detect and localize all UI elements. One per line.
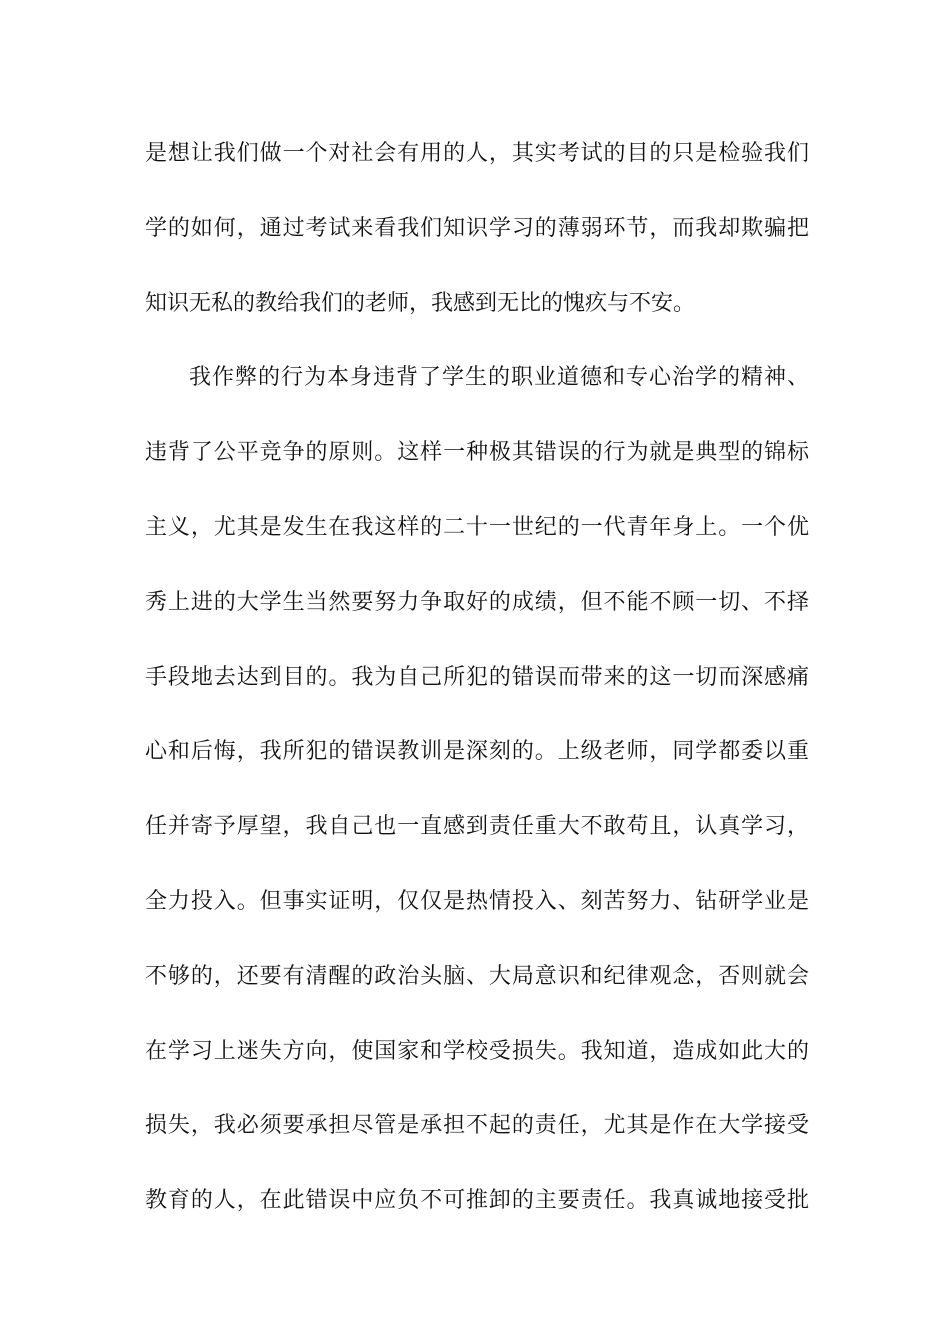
text-line: 在学习上迷失方向，使国家和学校受损失。我知道，造成如此大的 [145,1038,809,1064]
text-line: 不够的，还要有清醒的政治头脑、大局意识和纪律观念，否则就会 [145,963,809,989]
text-line: 主义，尤其是发生在我这样的二十一世纪的一代青年身上。一个优 [145,514,809,540]
text-line: 是想让我们做一个对社会有用的人，其实考试的目的只是检验我们 [145,141,809,166]
text-line: 教育的人，在此错误中应负不可推卸的主要责任。我真诚地接受批 [145,1188,809,1214]
text-line: 全力投入。但事实证明，仅仅是热情投入、刻苦努力、钻研学业是 [145,888,809,914]
text-line: 知识无私的教给我们的老师，我感到无比的愧疚与不安。 [145,290,696,316]
text-line: 违背了公平竞争的原则。这样一种极其错误的行为就是典型的锦标 [145,440,809,466]
text-line: 学的如何，通过考试来看我们知识学习的薄弱环节，而我却欺骗把 [145,215,809,241]
body-text [145,130,809,1252]
text-line: 任并寄予厚望，我自己也一直感到责任重大不敢苟且，认真学习， [145,814,809,840]
text-line: 损失，我必须要承担尽管是承担不起的责任，尤其是作在大学接受 [145,1113,809,1139]
text-line: 秀上进的大学生当然要努力争取好的成绩，但不能不顾一切、不择 [145,589,809,615]
paragraph-first-line: 我作弊的行为本身违背了学生的职业道德和专心治学的精神、 [189,365,809,391]
text-line: 心和后悔，我所犯的错误教训是深刻的。上级老师，同学都委以重 [145,739,809,765]
text-line: 手段地去达到目的。我为自己所犯的错误而带来的这一切而深感痛 [145,664,809,690]
